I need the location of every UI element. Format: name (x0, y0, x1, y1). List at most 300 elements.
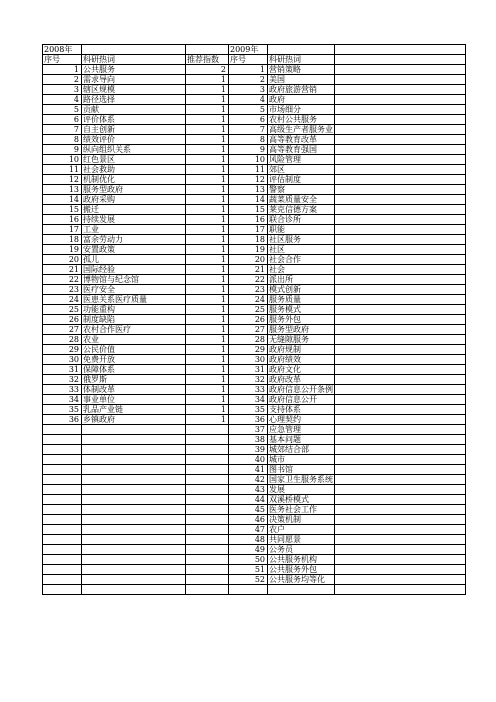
left-index (43, 535, 82, 545)
left-score (186, 505, 229, 515)
left-index: 11 (43, 165, 82, 175)
left-index: 18 (43, 235, 82, 245)
left-index: 36 (43, 415, 82, 425)
empty-cell (186, 45, 229, 55)
left-keyword: 社会救助 (82, 165, 186, 175)
empty-cell (335, 205, 466, 215)
right-index: 7 (229, 125, 268, 135)
left-score (186, 525, 229, 535)
empty-cell (335, 85, 466, 95)
left-index (43, 445, 82, 455)
right-keyword: 政府 (268, 95, 335, 105)
right-keyword: 风险管理 (268, 155, 335, 165)
right-keyword: 农户 (268, 525, 335, 535)
left-score: 1 (186, 365, 229, 375)
table-row (43, 245, 466, 255)
table-row (43, 385, 466, 395)
left-keyword: 纵向组织关系 (82, 145, 186, 155)
table-row (43, 565, 466, 575)
empty-cell (82, 45, 186, 55)
right-index: 46 (229, 515, 268, 525)
right-index: 22 (229, 275, 268, 285)
table-row (43, 495, 466, 505)
empty-cell (335, 315, 466, 325)
left-keyword: 评价体系 (82, 115, 186, 125)
left-keyword (82, 515, 186, 525)
table-row (43, 365, 466, 375)
left-score (186, 515, 229, 525)
left-index: 21 (43, 265, 82, 275)
empty-cell (335, 165, 466, 175)
table-row (43, 525, 466, 535)
keyword-table (42, 44, 466, 595)
left-score (186, 445, 229, 455)
left-keyword: 医疗安全 (82, 285, 186, 295)
right-index: 38 (229, 435, 268, 445)
right-index: 14 (229, 195, 268, 205)
empty-cell (335, 335, 466, 345)
empty-cell (335, 545, 466, 555)
left-keyword: 贡献 (82, 105, 186, 115)
right-index: 23 (229, 285, 268, 295)
right-index: 44 (229, 495, 268, 505)
empty-cell (335, 225, 466, 235)
left-score (186, 535, 229, 545)
empty-cell (268, 585, 335, 595)
table-row (43, 305, 466, 315)
left-index (43, 555, 82, 565)
left-keyword: 公民价值 (82, 345, 186, 355)
empty-cell (335, 255, 466, 265)
right-index: 24 (229, 295, 268, 305)
right-index: 9 (229, 145, 268, 155)
empty-row (43, 585, 466, 595)
left-score: 1 (186, 375, 229, 385)
empty-cell (335, 575, 466, 585)
left-score: 1 (186, 95, 229, 105)
empty-cell (335, 125, 466, 135)
empty-cell (335, 385, 466, 395)
header-index: 序号 (229, 55, 268, 65)
left-score: 1 (186, 345, 229, 355)
left-keyword: 公共服务 (82, 65, 186, 75)
right-index: 42 (229, 475, 268, 485)
left-score: 1 (186, 255, 229, 265)
right-index: 32 (229, 375, 268, 385)
right-keyword: 市场细分 (268, 105, 335, 115)
left-keyword: 政府采购 (82, 195, 186, 205)
left-keyword (82, 425, 186, 435)
empty-cell (335, 355, 466, 365)
left-score: 1 (186, 305, 229, 315)
left-score (186, 565, 229, 575)
table-row (43, 455, 466, 465)
right-index: 16 (229, 215, 268, 225)
left-score: 1 (186, 205, 229, 215)
table-row (43, 95, 466, 105)
table-row (43, 235, 466, 245)
left-score: 1 (186, 165, 229, 175)
right-index: 21 (229, 265, 268, 275)
empty-cell (335, 425, 466, 435)
left-index (43, 565, 82, 575)
left-keyword: 路径选择 (82, 95, 186, 105)
right-keyword: 服务外包 (268, 315, 335, 325)
right-keyword: 发展 (268, 485, 335, 495)
left-index: 15 (43, 205, 82, 215)
right-index: 34 (229, 395, 268, 405)
table-row (43, 475, 466, 485)
empty-cell (186, 585, 229, 595)
right-index: 10 (229, 155, 268, 165)
left-keyword: 服务型政府 (82, 185, 186, 195)
left-score: 1 (186, 385, 229, 395)
right-index: 11 (229, 165, 268, 175)
left-score: 1 (186, 135, 229, 145)
right-index: 49 (229, 545, 268, 555)
table-row (43, 285, 466, 295)
year-row (43, 45, 466, 55)
right-keyword: 公共服务外包 (268, 565, 335, 575)
right-keyword: 医务社会工作 (268, 505, 335, 515)
table-row (43, 195, 466, 205)
empty-cell (335, 95, 466, 105)
right-index: 13 (229, 185, 268, 195)
table-row (43, 75, 466, 85)
header-score: 推荐指数 (186, 55, 229, 65)
table-row (43, 415, 466, 425)
right-keyword: 公务员 (268, 545, 335, 555)
right-index: 1 (229, 65, 268, 75)
empty-cell (335, 325, 466, 335)
left-index (43, 485, 82, 495)
left-keyword: 乡镇政府 (82, 415, 186, 425)
spreadsheet (42, 44, 466, 595)
left-score: 1 (186, 185, 229, 195)
right-keyword: 高等教育改革 (268, 135, 335, 145)
left-index: 7 (43, 125, 82, 135)
table-row (43, 175, 466, 185)
right-index: 52 (229, 575, 268, 585)
left-score (186, 465, 229, 475)
right-keyword: 政府旅游营销 (268, 85, 335, 95)
table-row (43, 375, 466, 385)
empty-cell (335, 145, 466, 155)
left-score (186, 495, 229, 505)
left-keyword: 农村合作医疗 (82, 325, 186, 335)
empty-cell (335, 505, 466, 515)
left-index (43, 575, 82, 585)
right-keyword: 国家卫生服务系统 (269, 475, 333, 484)
left-keyword (82, 475, 186, 485)
left-index (43, 435, 82, 445)
left-index: 20 (43, 255, 82, 265)
table-row (43, 145, 466, 155)
empty-cell (335, 515, 466, 525)
left-keyword: 俄罗斯 (82, 375, 186, 385)
left-index: 30 (43, 355, 82, 365)
right-keyword: 决策机制 (268, 515, 335, 525)
left-keyword: 持续发展 (82, 215, 186, 225)
empty-cell (335, 525, 466, 535)
right-keyword: 高级生产者服务业 (269, 125, 333, 134)
empty-cell (335, 555, 466, 565)
table-row (43, 255, 466, 265)
left-keyword: 自主创新 (82, 125, 186, 135)
left-index (43, 515, 82, 525)
table-row (43, 395, 466, 405)
left-keyword: 事业单位 (82, 395, 186, 405)
right-index: 28 (229, 335, 268, 345)
left-index: 1 (43, 65, 82, 75)
left-score (186, 435, 229, 445)
left-index (43, 545, 82, 555)
right-keyword: 城郊结合部 (268, 445, 335, 455)
table-row (43, 185, 466, 195)
empty-cell (335, 235, 466, 245)
table-row (43, 225, 466, 235)
table-row (43, 265, 466, 275)
left-keyword: 保障体系 (82, 365, 186, 375)
left-keyword: 搬迁 (82, 205, 186, 215)
table-row (43, 315, 466, 325)
left-score: 1 (186, 75, 229, 85)
empty-cell (335, 135, 466, 145)
right-index: 31 (229, 365, 268, 375)
right-keyword: 莱克信德方案 (268, 205, 335, 215)
left-keyword (82, 495, 186, 505)
left-keyword: 乳品产业链 (82, 405, 186, 415)
left-index: 27 (43, 325, 82, 335)
right-keyword: 社会 (268, 265, 335, 275)
table-row (43, 485, 466, 495)
table-row (43, 115, 466, 125)
right-keyword: 政府信息公开 (268, 395, 335, 405)
right-keyword: 服务型政府 (268, 325, 335, 335)
left-index: 6 (43, 115, 82, 125)
left-score: 1 (186, 295, 229, 305)
right-keyword: 服务模式 (268, 305, 335, 315)
left-keyword: 制度缺陷 (82, 315, 186, 325)
right-index: 8 (229, 135, 268, 145)
right-index: 41 (229, 465, 268, 475)
left-score: 1 (186, 115, 229, 125)
left-score: 1 (186, 315, 229, 325)
left-index: 33 (43, 385, 82, 395)
empty-cell (335, 155, 466, 165)
empty-cell (335, 75, 466, 85)
table-row (43, 205, 466, 215)
right-keyword: 基本问题 (268, 435, 335, 445)
left-keyword: 工业 (82, 225, 186, 235)
empty-cell (335, 455, 466, 465)
right-keyword: 心理契约 (268, 415, 335, 425)
left-score (186, 575, 229, 585)
left-score: 1 (186, 355, 229, 365)
right-keyword: 派出所 (268, 275, 335, 285)
right-index: 20 (229, 255, 268, 265)
right-keyword: 政府规制 (268, 345, 335, 355)
table-row (43, 125, 466, 135)
left-score: 1 (186, 235, 229, 245)
right-keyword: 营销策略 (268, 65, 335, 75)
left-keyword: 孤儿 (82, 255, 186, 265)
right-index: 26 (229, 315, 268, 325)
table-row (43, 555, 466, 565)
empty-cell (335, 585, 466, 595)
left-keyword: 免费开放 (82, 355, 186, 365)
left-keyword: 医患关系医疗质量 (82, 295, 186, 305)
right-index: 12 (229, 175, 268, 185)
empty-cell (335, 65, 466, 75)
left-index (43, 505, 82, 515)
left-keyword: 体制改革 (82, 385, 186, 395)
table-row (43, 465, 466, 475)
right-index: 18 (229, 235, 268, 245)
left-score: 1 (186, 155, 229, 165)
right-index: 39 (229, 445, 268, 455)
right-keyword: 公共服务机构 (268, 555, 335, 565)
left-score: 1 (186, 245, 229, 255)
table-row (43, 335, 466, 345)
empty-cell (335, 245, 466, 255)
left-keyword (82, 435, 186, 445)
right-keyword: 共同愿景 (268, 535, 335, 545)
left-index (43, 465, 82, 475)
table-row (43, 515, 466, 525)
table-row (43, 425, 466, 435)
left-keyword (82, 565, 186, 575)
empty-cell (335, 405, 466, 415)
left-index: 12 (43, 175, 82, 185)
left-keyword (82, 555, 186, 565)
empty-cell (335, 345, 466, 355)
left-index (43, 455, 82, 465)
right-keyword: 支持体系 (268, 405, 335, 415)
right-index: 25 (229, 305, 268, 315)
right-keyword: 联合诊所 (268, 215, 335, 225)
right-index: 29 (229, 345, 268, 355)
left-keyword: 国际经验 (82, 265, 186, 275)
left-index: 17 (43, 225, 82, 235)
left-index: 19 (43, 245, 82, 255)
left-score: 1 (186, 335, 229, 345)
right-index: 51 (229, 565, 268, 575)
table-row (43, 575, 466, 585)
left-score (186, 425, 229, 435)
left-keyword: 辖区规模 (82, 85, 186, 95)
right-index: 48 (229, 535, 268, 545)
right-index: 6 (229, 115, 268, 125)
right-index: 5 (229, 105, 268, 115)
left-index: 8 (43, 135, 82, 145)
left-index: 10 (43, 155, 82, 165)
left-index: 32 (43, 375, 82, 385)
empty-cell (335, 55, 466, 65)
left-score: 1 (186, 215, 229, 225)
left-index: 34 (43, 395, 82, 405)
table-row (43, 345, 466, 355)
right-index: 36 (229, 415, 268, 425)
left-index (43, 525, 82, 535)
right-index: 27 (229, 325, 268, 335)
left-index (43, 425, 82, 435)
left-keyword (82, 465, 186, 475)
table-row (43, 275, 466, 285)
empty-cell (335, 175, 466, 185)
table-row (43, 105, 466, 115)
left-index: 9 (43, 145, 82, 155)
left-keyword (82, 455, 186, 465)
empty-cell (335, 415, 466, 425)
empty-cell (335, 475, 466, 485)
right-keyword: 美国 (268, 75, 335, 85)
empty-cell (335, 445, 466, 455)
left-score (186, 475, 229, 485)
left-index: 23 (43, 285, 82, 295)
left-score (186, 455, 229, 465)
empty-cell (335, 195, 466, 205)
left-keyword (82, 545, 186, 555)
left-score: 1 (186, 175, 229, 185)
table-row (43, 435, 466, 445)
right-index: 37 (229, 425, 268, 435)
empty-cell (335, 265, 466, 275)
empty-cell (43, 585, 82, 595)
left-score: 1 (186, 405, 229, 415)
left-keyword: 富余劳动力 (82, 235, 186, 245)
right-keyword: 双溪桥模式 (268, 495, 335, 505)
left-index (43, 475, 82, 485)
left-score: 1 (186, 265, 229, 275)
left-index: 35 (43, 405, 82, 415)
right-keyword: 服务质量 (268, 295, 335, 305)
right-keyword: 政府绩效 (268, 355, 335, 365)
left-index: 31 (43, 365, 82, 375)
right-keyword: 蔬菜质量安全 (268, 195, 335, 205)
year-2009: 2009年 (229, 45, 268, 55)
table-row (43, 135, 466, 145)
right-keyword: 图书馆 (268, 465, 335, 475)
empty-cell (82, 585, 186, 595)
right-keyword: 高等教育强国 (268, 145, 335, 155)
table-row (43, 295, 466, 305)
left-score: 1 (186, 195, 229, 205)
right-index: 19 (229, 245, 268, 255)
empty-cell (229, 585, 268, 595)
right-index: 40 (229, 455, 268, 465)
left-index: 13 (43, 185, 82, 195)
left-index: 28 (43, 335, 82, 345)
table-row (43, 445, 466, 455)
header-index: 序号 (43, 55, 82, 65)
left-score: 1 (186, 105, 229, 115)
left-keyword: 农业 (82, 335, 186, 345)
left-keyword: 绩效评价 (82, 135, 186, 145)
empty-cell (335, 565, 466, 575)
right-index: 3 (229, 85, 268, 95)
right-keyword: 政府文化 (268, 365, 335, 375)
right-keyword: 应急管理 (268, 425, 335, 435)
left-score (186, 555, 229, 565)
left-index (43, 495, 82, 505)
left-index: 14 (43, 195, 82, 205)
left-keyword: 博物馆与纪念馆 (82, 275, 186, 285)
right-index: 30 (229, 355, 268, 365)
header-row (43, 55, 466, 65)
left-index: 4 (43, 95, 82, 105)
empty-cell (335, 495, 466, 505)
